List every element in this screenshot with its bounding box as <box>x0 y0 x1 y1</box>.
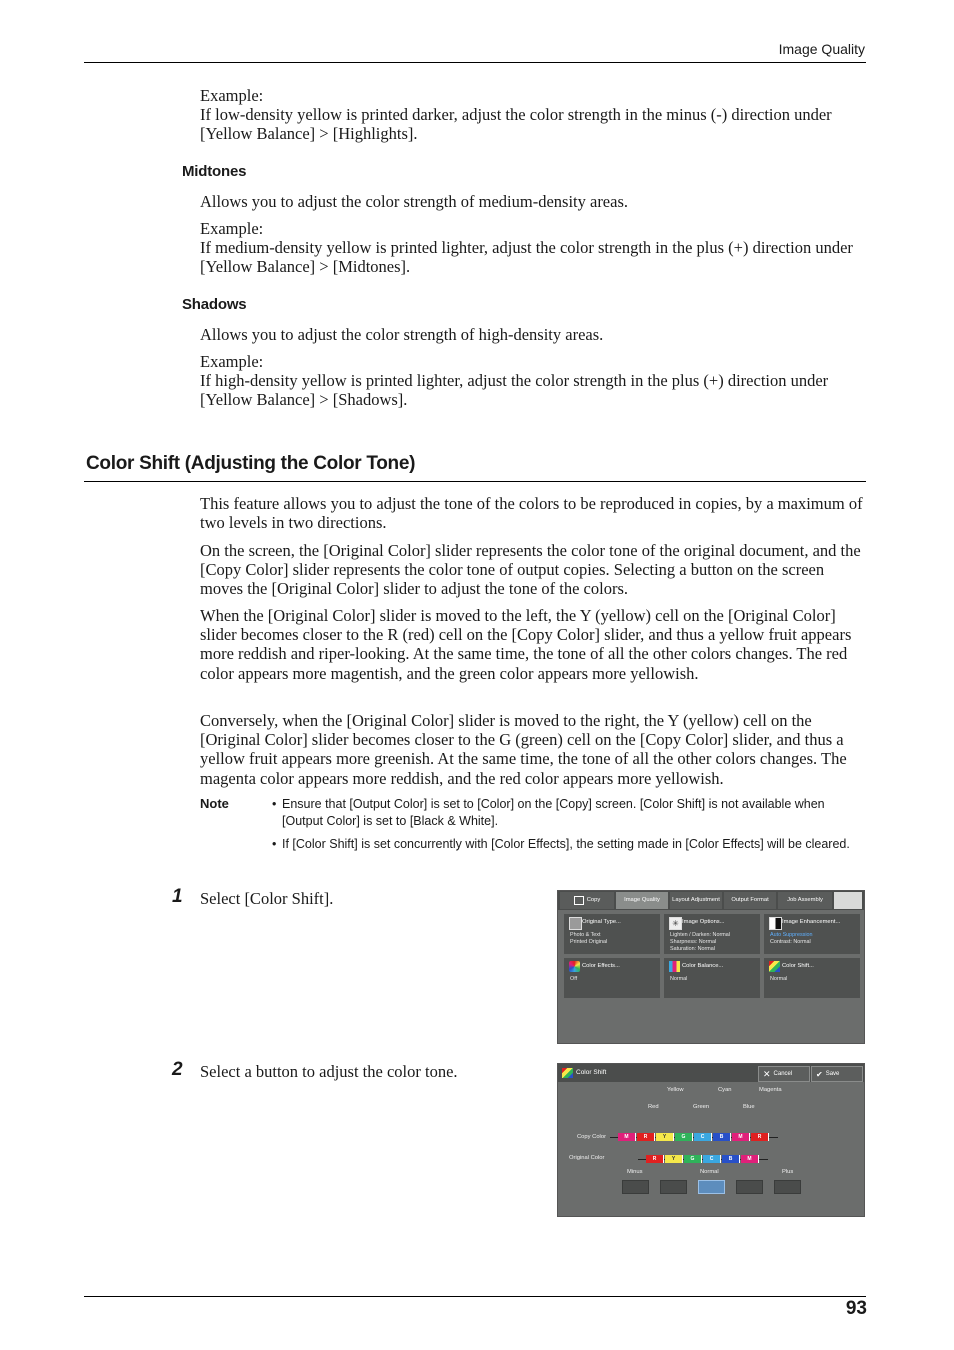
footer-rule <box>84 1296 866 1297</box>
shift-level-button[interactable] <box>736 1180 763 1194</box>
tile-title: Color Balance... <box>682 963 724 969</box>
label-cyan: Cyan <box>718 1087 732 1093</box>
example-text: If medium-density yellow is printed lighter, adjust the color strength in the plus (+) direction under [Yellow Balance] > [Midtones]. <box>200 238 853 277</box>
paragraph-3: When the [Original Color] slider is moved to the left, the Y (yellow) cell on the [Original Color] slider becomes closer to the R (red) cell on the [Copy Color] slider, and thus a yellow fruit appears more reddish and riper-looking. At the same time, the tone of all the other colors changes. The red color appears more magentish, and the green color appears more yellowish. <box>200 606 852 683</box>
image-enhancement-button[interactable] <box>764 914 860 954</box>
color-cell: M <box>618 1133 636 1141</box>
save-button[interactable] <box>811 1066 863 1082</box>
color-cell: B <box>713 1133 731 1141</box>
close-icon: ✕ <box>763 1068 771 1079</box>
bullet: • <box>272 797 277 811</box>
tile-title: Original Type... <box>582 919 621 925</box>
paragraph-2: On the screen, the [Original Color] slider represents the color tone of the original document, and the [Copy Color] slider represents the color tone of output copies. Selecting a button on the screen moves the [Original Color] slider to adjust the tone of the colors. <box>200 541 861 599</box>
paragraph-1: This feature allows you to adjust the tone of the colors to be reproduced in copies, by a maximum of two levels in two directions. <box>200 494 863 533</box>
color-balance-icon <box>669 961 680 972</box>
header-rule <box>84 62 866 63</box>
tab-job-assembly[interactable]: Job Assembly <box>778 892 832 909</box>
copy-color-label: Copy Color <box>577 1134 606 1140</box>
example-label: Example: <box>200 352 264 371</box>
tab-copy[interactable] <box>560 892 614 909</box>
example-text: If low-density yellow is printed darker, adjust the color strength in the minus (-) direction under [Yellow Balance] > [Highlights]. <box>200 105 832 144</box>
color-cell: C <box>703 1155 721 1163</box>
intro-example <box>200 86 868 144</box>
dialog-title: Color Shift <box>576 1069 607 1076</box>
shift-level-button[interactable] <box>660 1180 687 1194</box>
tile-value: Printed Original <box>570 939 608 945</box>
checkmark-icon: ✔ <box>816 1069 823 1079</box>
color-shift-screenshot <box>557 1063 865 1217</box>
shift-level-button[interactable] <box>774 1180 801 1194</box>
color-cell: Y <box>656 1133 674 1141</box>
note-label: Note <box>200 796 229 811</box>
tile-value: Photo & Text <box>570 932 601 938</box>
example-text: If high-density yellow is printed lighter, adjust the color strength in the plus (+) direction under [Yellow Balance] > [Shadows]. <box>200 371 829 410</box>
tile-title: Image Enhancement... <box>782 919 841 925</box>
tile-value: Contrast: Normal <box>770 939 811 945</box>
tab-spacer <box>834 892 862 909</box>
color-shift-icon <box>562 1068 573 1078</box>
step-number: 1 <box>172 886 183 907</box>
color-cell: R <box>646 1155 664 1163</box>
color-shift-icon <box>769 961 780 972</box>
label-yellow: Yellow <box>667 1087 684 1093</box>
color-shift-button[interactable] <box>764 958 860 998</box>
color-cell: R <box>637 1133 655 1141</box>
page-number: 93 <box>845 1298 867 1319</box>
shift-level-button[interactable] <box>622 1180 649 1194</box>
midtones-desc: Allows you to adjust the color strength of medium-density areas. <box>200 192 629 211</box>
color-cell: R <box>751 1133 769 1141</box>
example-label: Example: <box>200 219 264 238</box>
tile-value: Sharpness: Normal <box>670 939 717 945</box>
button-label: Save <box>825 1071 840 1077</box>
color-cell: G <box>675 1133 693 1141</box>
tab-output-format[interactable]: Output Format <box>724 892 776 909</box>
step-text: Select a button to adjust the color tone. <box>200 1062 458 1081</box>
shadows-desc: Allows you to adjust the color strength of high-density areas. <box>200 325 604 344</box>
color-cell: M <box>741 1155 759 1163</box>
section-heading: Color Shift (Adjusting the Color Tone) <box>86 453 416 474</box>
dialog-header <box>558 1064 864 1082</box>
color-cell: M <box>732 1133 750 1141</box>
image-quality-screenshot <box>557 890 865 1044</box>
image-options-button[interactable] <box>664 914 760 954</box>
note-item <box>272 836 850 853</box>
button-label: Cancel <box>773 1071 793 1077</box>
note-text: If [Color Shift] is set concurrently with [Color Effects], the setting made in [Color Effects] will be cleared. <box>282 837 850 851</box>
tile-title: Color Shift... <box>782 963 814 969</box>
shadows-heading: Shadows <box>182 296 247 313</box>
tile-value: Saturation: Normal <box>670 946 715 952</box>
tab-label: Copy <box>586 897 601 903</box>
color-cell: G <box>684 1155 702 1163</box>
label-minus: Minus <box>627 1169 643 1175</box>
tab-image-quality[interactable]: Image Quality <box>616 892 668 909</box>
shadows-example <box>200 352 868 410</box>
tile-value: Off <box>570 976 578 982</box>
step-number: 2 <box>172 1059 183 1080</box>
color-balance-button[interactable] <box>664 958 760 998</box>
color-effects-button[interactable] <box>564 958 660 998</box>
image-enhancement-icon <box>769 917 782 930</box>
color-cell: B <box>722 1155 740 1163</box>
tile-title: Color Effects... <box>582 963 620 969</box>
color-cell: Y <box>665 1155 683 1163</box>
copy-icon <box>574 896 584 905</box>
running-header: Image Quality <box>778 41 865 57</box>
note-item <box>272 796 850 830</box>
note-text: Ensure that [Output Color] is set to [Color] on the [Copy] screen. [Color Shift] is not available when [Output Color] is set to [Black & White]. <box>282 797 825 828</box>
label-magenta: Magenta <box>759 1087 782 1093</box>
bullet: • <box>272 837 277 851</box>
label-normal: Normal <box>700 1169 719 1175</box>
tile-value: Normal <box>770 976 788 982</box>
tile-value: Normal <box>670 976 688 982</box>
image-options-icon: ✳ <box>669 917 682 930</box>
section-rule <box>84 481 866 482</box>
cancel-button[interactable] <box>758 1066 810 1082</box>
color-effects-icon <box>569 961 580 972</box>
tile-value: Lighten / Darken: Normal <box>670 932 730 938</box>
example-label: Example: <box>200 86 264 105</box>
label-red: Red <box>648 1104 659 1110</box>
shift-level-button[interactable] <box>698 1180 725 1194</box>
midtones-example <box>200 219 868 277</box>
step-text: Select [Color Shift]. <box>200 889 334 908</box>
tab-layout-adjustment[interactable]: Layout Adjustment <box>670 892 722 909</box>
label-plus: Plus <box>782 1169 794 1175</box>
paragraph-4: Conversely, when the [Original Color] slider is moved to the right, the Y (yellow) cell on the [Original Color] slider becomes closer to the G (green) cell on the [Copy Color] slider, and thus a yellow fruit appears more greenish. At the same time, the tone of all the other colors changes. The magenta color appears more reddish, and the red color appears more yellowish. <box>200 711 847 788</box>
original-type-button[interactable] <box>564 914 660 954</box>
original-type-icon <box>569 917 582 930</box>
label-blue: Blue <box>743 1104 755 1110</box>
original-color-label: Original Color <box>569 1155 605 1161</box>
label-green: Green <box>693 1104 710 1110</box>
tile-value: Auto Suppression <box>770 932 813 938</box>
tab-bar <box>558 891 864 910</box>
color-cell: C <box>694 1133 712 1141</box>
tile-title: Image Options... <box>682 919 725 925</box>
midtones-heading: Midtones <box>182 163 247 180</box>
